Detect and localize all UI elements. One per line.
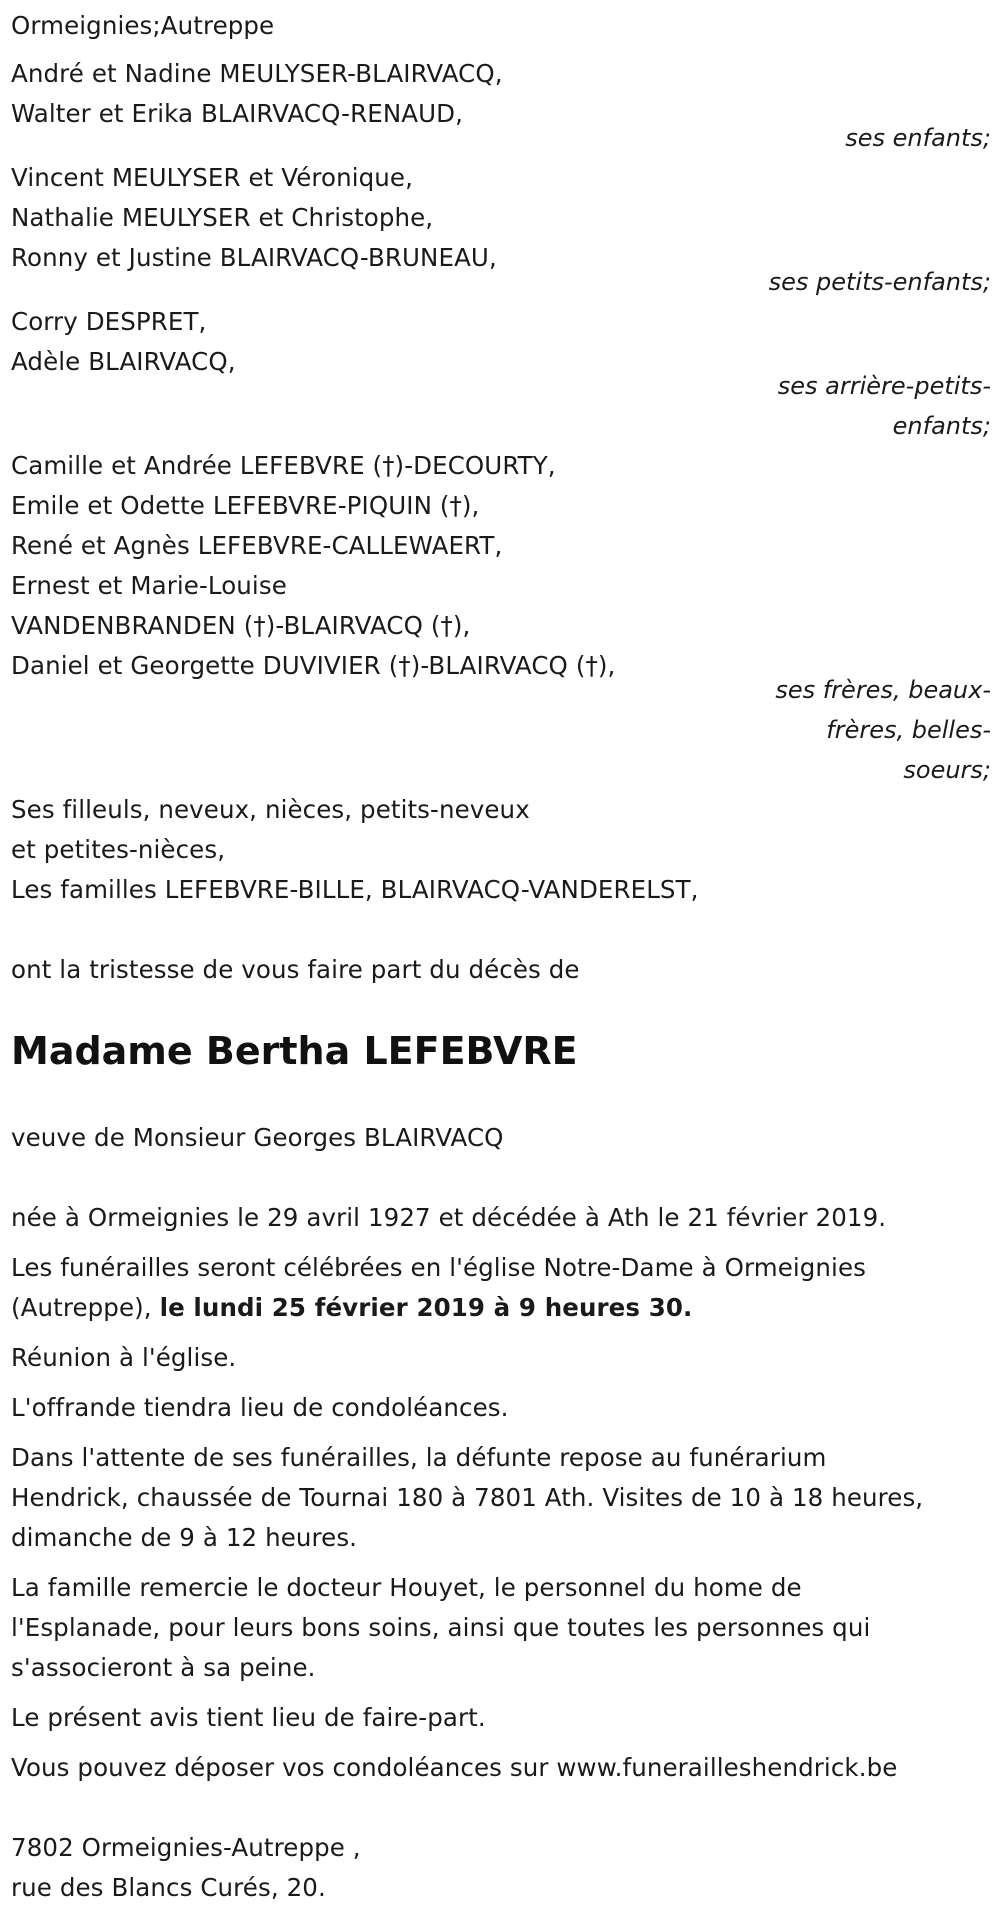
sibling-name: Camille et Andrée LEFEBVRE (†)-DECOURTY, (11, 451, 556, 480)
funeral-line (11, 1288, 692, 1328)
birth-death: née à Ormeignies le 29 avril 1927 et décédée à Ath le 21 février 2019. (11, 1203, 887, 1232)
funeral-date-time: le lundi 25 février 2019 à 9 heures 30. (159, 1293, 693, 1322)
extended-family-line: Ses filleuls, neveux, nièces, petits-neveux (11, 795, 530, 824)
sibling-name: René et Agnès LEFEBVRE-CALLEWAERT, (11, 531, 503, 560)
grandchildren-name: Ronny et Justine BLAIRVACQ-BRUNEAU, (11, 243, 497, 272)
children-name: André et Nadine MEULYSER-BLAIRVACQ, (11, 59, 503, 88)
siblings-relation: ses frères, beaux- (775, 676, 991, 704)
thanks-line: La famille remercie le docteur Houyet, le personnel du home de (11, 1573, 802, 1602)
grandchildren-name: Vincent MEULYSER et Véronique, (11, 163, 413, 192)
great-grandchildren-relation: enfants; (892, 412, 991, 440)
thanks-line: l'Esplanade, pour leurs bons soins, ainsi que toutes les personnes qui (11, 1613, 871, 1642)
thanks-line: s'associeront à sa peine. (11, 1653, 316, 1682)
grandchildren-name: Nathalie MEULYSER et Christophe, (11, 203, 434, 232)
siblings-relation: frères, belles- (826, 716, 991, 744)
announcement-text: ont la tristesse de vous faire part du décès de (11, 955, 580, 984)
great-grandchildren-name: Corry DESPRET, (11, 307, 207, 336)
rest-line: dimanche de 9 à 12 heures. (11, 1523, 358, 1552)
deceased-name: Madame Bertha LEFEBVRE (11, 1029, 578, 1073)
funeral-line: Les funérailles seront célébrées en l'église Notre-Dame à Ormeignies (11, 1253, 866, 1282)
extended-family-line: Les familles LEFEBVRE-BILLE, BLAIRVACQ-VANDERELST, (11, 875, 699, 904)
offering-text: L'offrande tiendra lieu de condoléances. (11, 1393, 509, 1422)
grandchildren-relation: ses petits-enfants; (768, 268, 991, 296)
rest-line: Hendrick, chaussée de Tournai 180 à 7801 Ath. Visites de 10 à 18 heures, (11, 1483, 924, 1512)
extended-family-line: et petites-nièces, (11, 835, 226, 864)
great-grandchildren-name: Adèle BLAIRVACQ, (11, 347, 236, 376)
siblings-relation: soeurs; (903, 756, 991, 784)
address-line: 7802 Ormeignies-Autreppe , (11, 1833, 361, 1862)
meeting-text: Réunion à l'église. (11, 1343, 237, 1372)
widow-of: veuve de Monsieur Georges BLAIRVACQ (11, 1123, 504, 1152)
location-header: Ormeignies;Autreppe (11, 11, 275, 40)
children-name: Walter et Erika BLAIRVACQ-RENAUD, (11, 99, 464, 128)
condolences-text: Vous pouvez déposer vos condoléances sur www.funerailleshendrick.be (11, 1753, 898, 1782)
sibling-name: Emile et Odette LEFEBVRE-PIQUIN (†), (11, 491, 480, 520)
children-relation: ses enfants; (845, 124, 991, 152)
rest-line: Dans l'attente de ses funérailles, la défunte repose au funérarium (11, 1443, 827, 1472)
notice-text: Le présent avis tient lieu de faire-part. (11, 1703, 486, 1732)
sibling-name: Daniel et Georgette DUVIVIER (†)-BLAIRVACQ (†), (11, 651, 616, 680)
sibling-name: VANDENBRANDEN (†)-BLAIRVACQ (†), (11, 611, 471, 640)
address-line: rue des Blancs Curés, 20. (11, 1873, 326, 1902)
great-grandchildren-relation: ses arrière-petits- (777, 372, 991, 400)
funeral-line-start: (Autreppe), (11, 1293, 160, 1322)
sibling-name: Ernest et Marie-Louise (11, 571, 287, 600)
